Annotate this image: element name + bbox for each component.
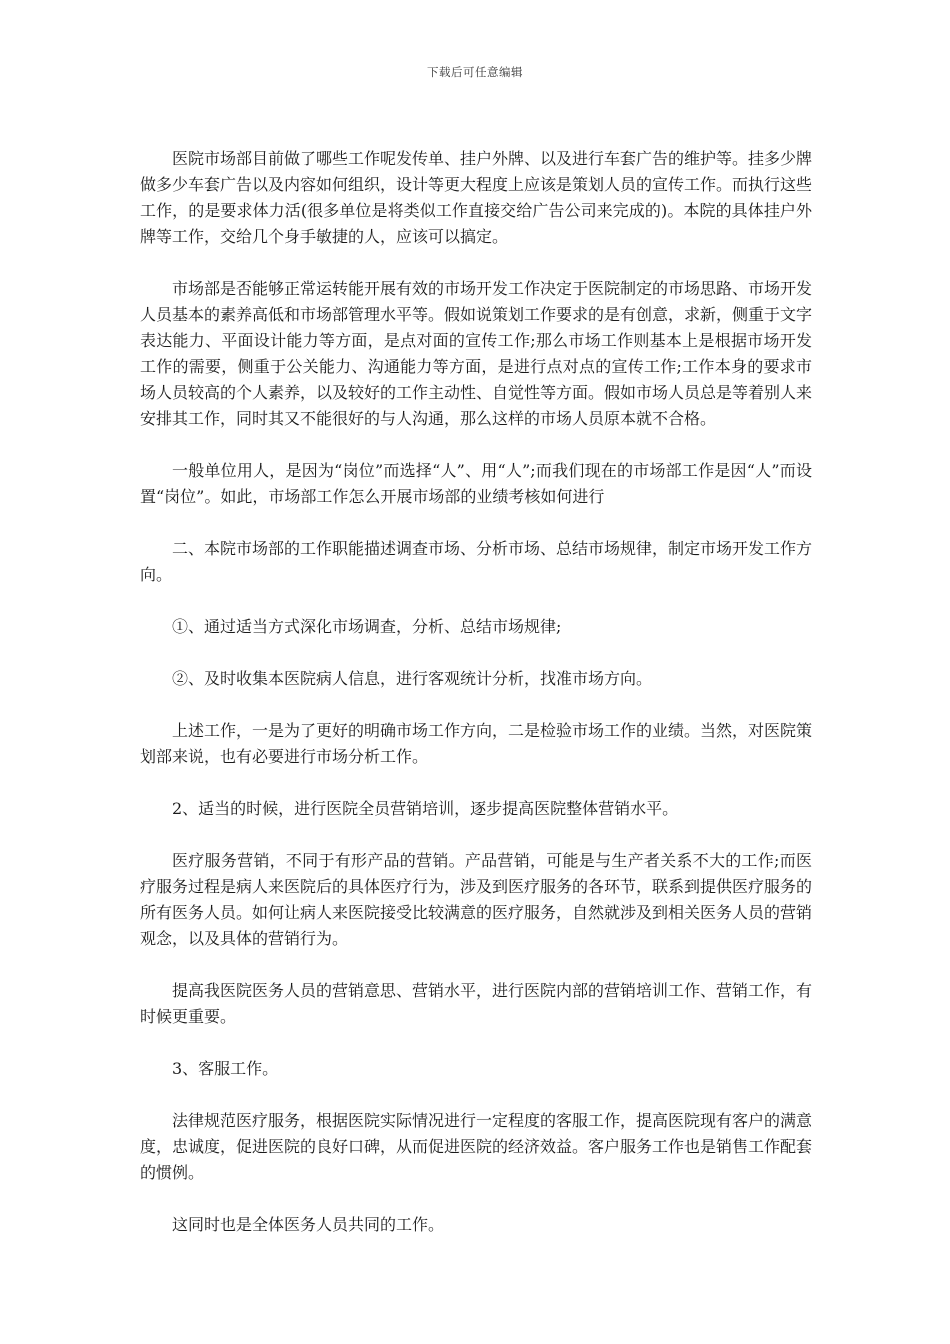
section-heading: 3、客服工作。 — [172, 1059, 279, 1078]
paragraph: 上述工作，一是为了更好的明确市场工作方向，二是检验市场工作的业绩。当然，对医院策划部来说，也有必要进行市场分析工作。 — [140, 721, 813, 766]
section-heading: 2、适当的时候，进行医院全员营销培训，逐步提高医院整体营销水平。 — [172, 799, 679, 818]
paragraph: 这同时也是全体医务人员共同的工作。 — [172, 1215, 445, 1234]
paragraph: 法律规范医疗服务，根据医院实际情况进行一定程度的客服工作，提高医院现有客户的满意度，忠诚度，促进医院的良好口碑，从而促进医院的经济效益。客户服务工作也是销售工作配套的惯例。 — [140, 1111, 813, 1182]
paragraph: 医院市场部目前做了哪些工作呢发传单、挂户外牌、以及进行车套广告的维护等。挂多少牌做多少车套广告以及内容如何组织，设计等更大程度上应该是策划人员的宣传工作。而执行这些工作，的是要求体力活(很多单位是将类似工作直接交给广告公司来完成的)。本院的具体挂户外牌等工作，交给几个身手敏捷的人，应该可以搞定。 — [140, 149, 813, 246]
document-body — [140, 146, 812, 1264]
list-item: ②、及时收集本医院病人信息，进行客观统计分析，找准市场方向。 — [172, 669, 653, 688]
paragraph: 提高我医院医务人员的营销意思、营销水平，进行医院内部的营销培训工作、营销工作，有时候更重要。 — [140, 981, 813, 1026]
paragraph: 一般单位用人，是因为“岗位”而选择“人”、用“人”;而我们现在的市场部工作是因“人”而设置“岗位”。如此，市场部工作怎么开展市场部的业绩考核如何进行 — [140, 461, 812, 506]
paragraph: 医疗服务营销，不同于有形产品的营销。产品营销，可能是与生产者关系不大的工作;而医疗服务过程是病人来医院后的具体医疗行为，涉及到医疗服务的各环节，联系到提供医疗服务的所有医务人员。如何让病人来医院接受比较满意的医疗服务，自然就涉及到相关医务人员的营销观念，以及具体的营销行为。 — [140, 851, 813, 948]
paragraph: 市场部是否能够正常运转能开展有效的市场开发工作决定于医院制定的市场思路、市场开发人员基本的素养高低和市场部管理水平等。假如说策划工作要求的是有创意，求新，侧重于文字表达能力、平面设计能力等方面，是点对面的宣传工作;那么市场工作则基本上是根据市场开发工作的需要，侧重于公关能力、沟通能力等方面，是进行点对点的宣传工作;工作本身的要求市场人员较高的个人素养，以及较好的工作主动性、自觉性等方面。假如市场人员总是等着别人来安排其工作，同时其又不能很好的与人沟通，那么这样的市场人员原本就不合格。 — [140, 279, 813, 428]
header-note: 下载后可任意编辑 — [427, 65, 523, 79]
list-item: ①、通过适当方式深化市场调查，分析、总结市场规律; — [172, 617, 562, 636]
section-heading: 二、本院市场部的工作职能描述调查市场、分析市场、总结市场规律，制定市场开发工作方向。 — [140, 539, 813, 584]
